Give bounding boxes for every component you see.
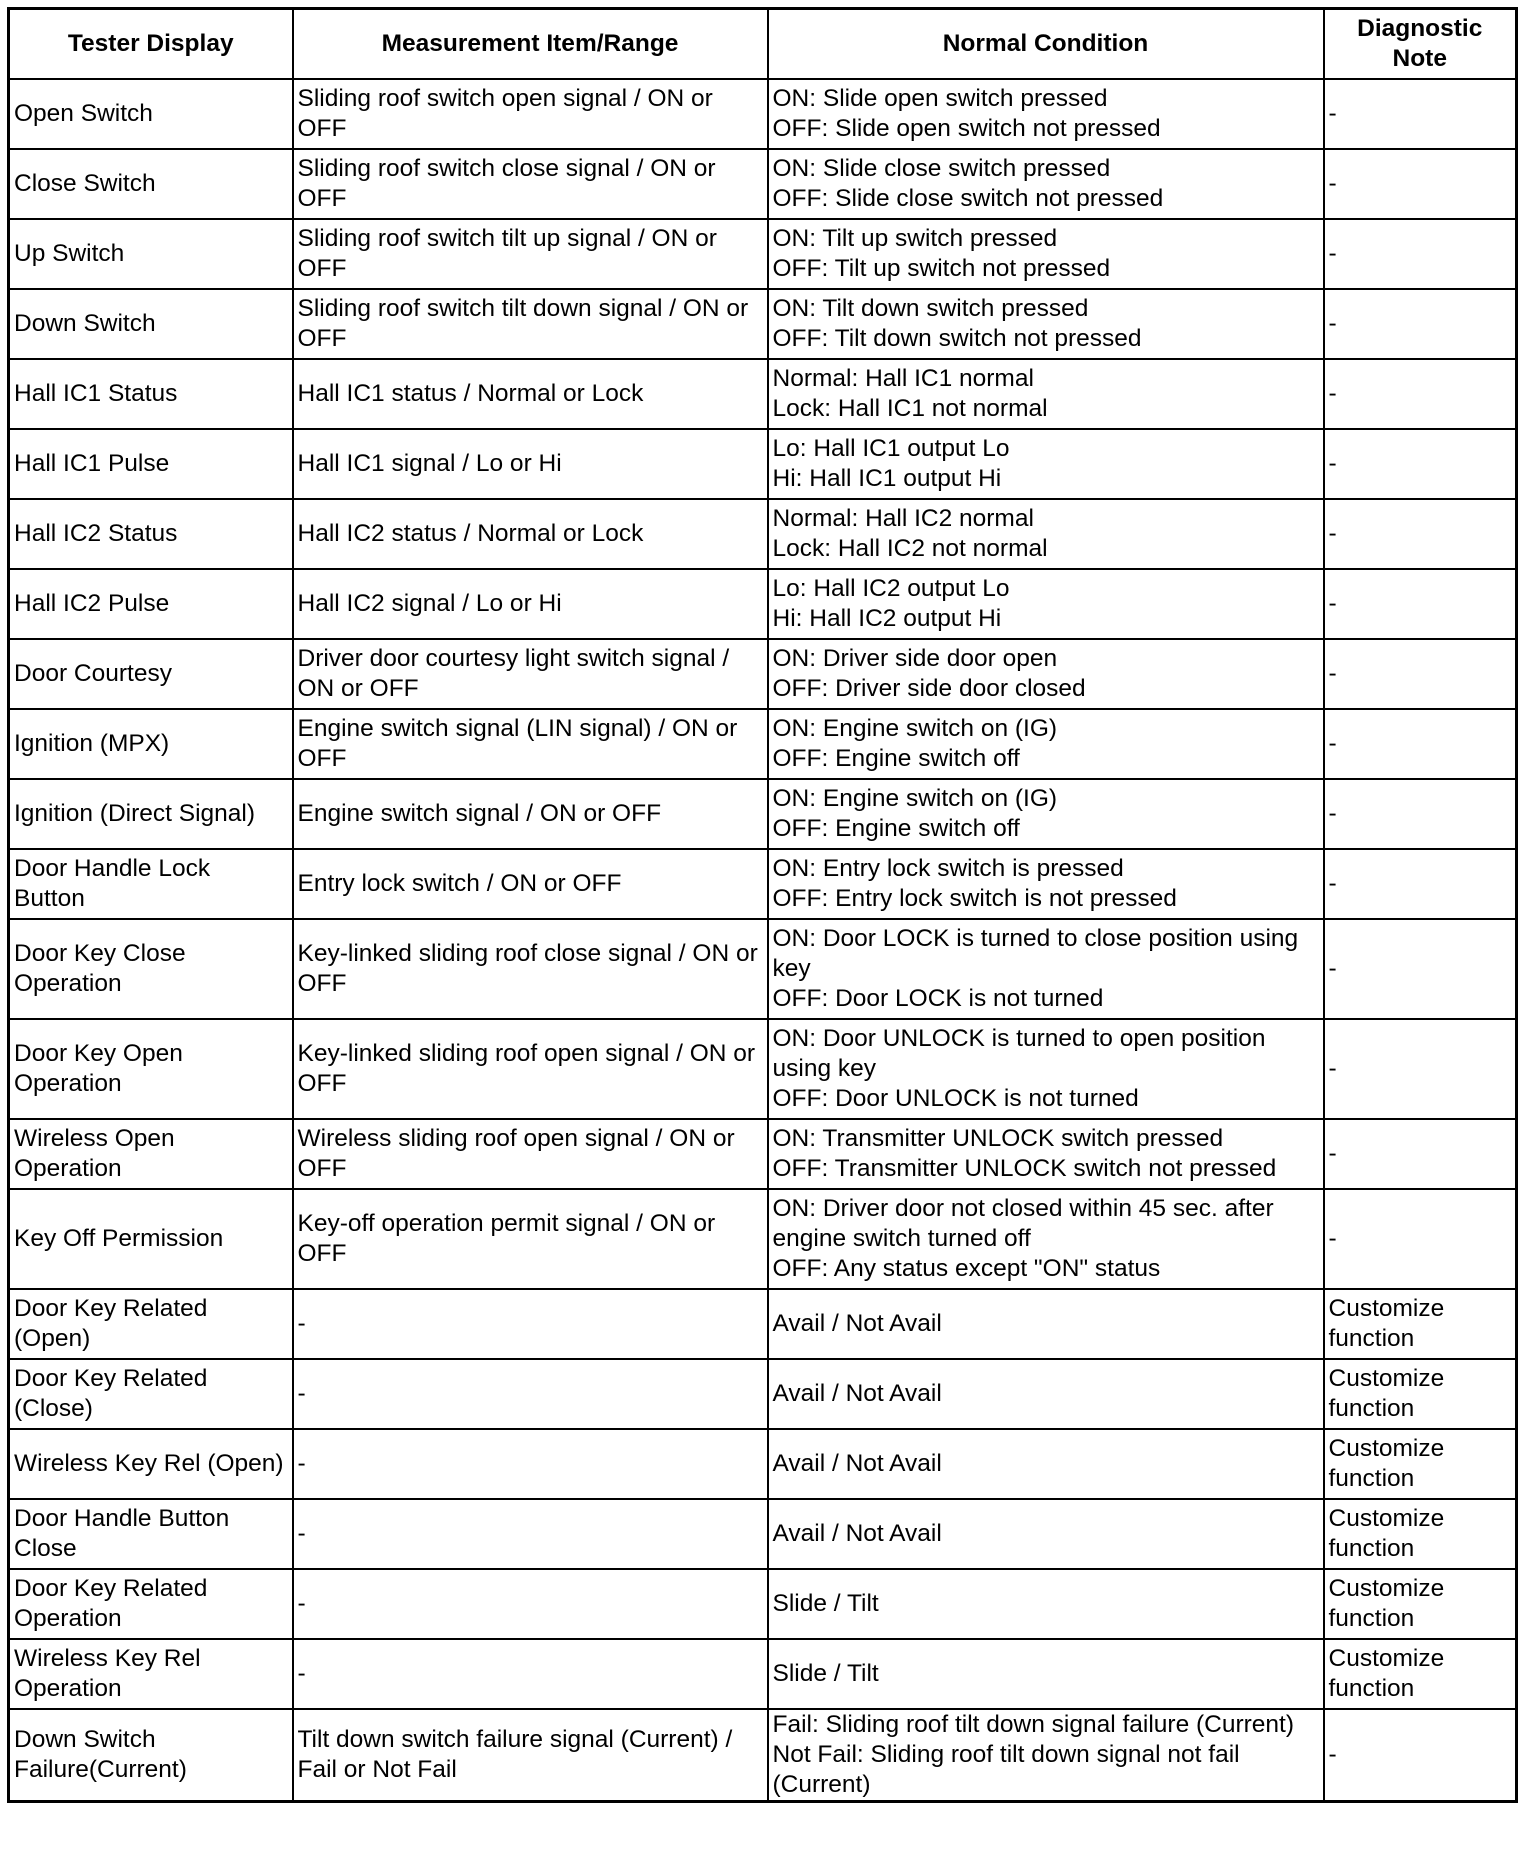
cell-tester-display: Door Handle Button Close bbox=[9, 1499, 293, 1569]
condition-line: Hi: Hall IC1 output Hi bbox=[772, 465, 1002, 492]
cell-normal-condition bbox=[768, 849, 1324, 919]
condition-line: ON: Door UNLOCK is turned to open position using key bbox=[772, 1025, 1266, 1082]
cell-diagnostic-note: Customize function bbox=[1324, 1429, 1517, 1499]
cell-measurement: - bbox=[293, 1359, 768, 1429]
condition-line: Slide / Tilt bbox=[772, 1660, 879, 1687]
cell-diagnostic-note: - bbox=[1324, 429, 1517, 499]
cell-diagnostic-note: Customize function bbox=[1324, 1499, 1517, 1569]
cell-measurement: Hall IC1 signal / Lo or Hi bbox=[293, 429, 768, 499]
cell-measurement: - bbox=[293, 1499, 768, 1569]
cell-diagnostic-note: - bbox=[1324, 779, 1517, 849]
cell-normal-condition bbox=[768, 1569, 1324, 1639]
cell-measurement: Key-linked sliding roof close signal / ON or OFF bbox=[293, 919, 768, 1019]
cell-measurement: Sliding roof switch tilt up signal / ON or OFF bbox=[293, 219, 768, 289]
cell-diagnostic-note: - bbox=[1324, 219, 1517, 289]
table-row bbox=[9, 429, 1517, 499]
table-row bbox=[9, 709, 1517, 779]
condition-line: ON: Door LOCK is turned to close position using key bbox=[772, 925, 1299, 982]
cell-normal-condition bbox=[768, 289, 1324, 359]
condition-line: Lo: Hall IC2 output Lo bbox=[772, 575, 1010, 602]
table-row bbox=[9, 1019, 1517, 1119]
header-measurement: Measurement Item/Range bbox=[293, 9, 768, 80]
cell-tester-display: Close Switch bbox=[9, 149, 293, 219]
condition-line: Hi: Hall IC2 output Hi bbox=[772, 605, 1002, 632]
cell-tester-display: Up Switch bbox=[9, 219, 293, 289]
table-row bbox=[9, 1289, 1517, 1359]
table-row bbox=[9, 1639, 1517, 1709]
cell-measurement: Key-off operation permit signal / ON or OFF bbox=[293, 1189, 768, 1289]
cell-measurement: Sliding roof switch close signal / ON or OFF bbox=[293, 149, 768, 219]
table-row bbox=[9, 1359, 1517, 1429]
cell-tester-display: Door Key Related Operation bbox=[9, 1569, 293, 1639]
cell-diagnostic-note: Customize function bbox=[1324, 1289, 1517, 1359]
header-tester-display: Tester Display bbox=[9, 9, 293, 80]
cell-tester-display: Ignition (Direct Signal) bbox=[9, 779, 293, 849]
cell-normal-condition bbox=[768, 919, 1324, 1019]
cell-tester-display: Door Key Related (Close) bbox=[9, 1359, 293, 1429]
condition-line: ON: Entry lock switch is pressed bbox=[772, 855, 1124, 882]
condition-line: Avail / Not Avail bbox=[772, 1520, 942, 1547]
condition-line: OFF: Tilt down switch not pressed bbox=[772, 325, 1142, 352]
cell-diagnostic-note: - bbox=[1324, 499, 1517, 569]
cell-measurement: - bbox=[293, 1569, 768, 1639]
condition-line: ON: Engine switch on (IG) bbox=[772, 715, 1058, 742]
cell-normal-condition bbox=[768, 709, 1324, 779]
condition-line: Not Fail: Sliding roof tilt down signal not fail (Current) bbox=[772, 1741, 1240, 1798]
cell-normal-condition bbox=[768, 1499, 1324, 1569]
table-row bbox=[9, 1569, 1517, 1639]
cell-normal-condition bbox=[768, 779, 1324, 849]
condition-line: ON: Driver side door open bbox=[772, 645, 1058, 672]
condition-line: Avail / Not Avail bbox=[772, 1450, 942, 1477]
cell-normal-condition bbox=[768, 1639, 1324, 1709]
condition-line: ON: Tilt down switch pressed bbox=[772, 295, 1089, 322]
cell-tester-display: Door Key Related (Open) bbox=[9, 1289, 293, 1359]
condition-line: OFF: Engine switch off bbox=[772, 745, 1020, 772]
cell-measurement: Key-linked sliding roof open signal / ON or OFF bbox=[293, 1019, 768, 1119]
condition-line: Normal: Hall IC1 normal bbox=[772, 365, 1034, 392]
table-row bbox=[9, 919, 1517, 1019]
cell-normal-condition bbox=[768, 219, 1324, 289]
cell-measurement: Driver door courtesy light switch signal / ON or OFF bbox=[293, 639, 768, 709]
table-row bbox=[9, 499, 1517, 569]
table-row bbox=[9, 149, 1517, 219]
cell-normal-condition bbox=[768, 569, 1324, 639]
condition-line: Avail / Not Avail bbox=[772, 1380, 942, 1407]
condition-line: OFF: Slide open switch not pressed bbox=[772, 115, 1161, 142]
condition-line: OFF: Slide close switch not pressed bbox=[772, 185, 1164, 212]
cell-measurement: Sliding roof switch open signal / ON or OFF bbox=[293, 79, 768, 149]
condition-line: ON: Driver door not closed within 45 sec. after engine switch turned off bbox=[772, 1195, 1274, 1252]
cell-tester-display: Door Handle Lock Button bbox=[9, 849, 293, 919]
table-row bbox=[9, 849, 1517, 919]
cell-diagnostic-note: - bbox=[1324, 709, 1517, 779]
table-row bbox=[9, 1499, 1517, 1569]
table-row bbox=[9, 1189, 1517, 1289]
cell-tester-display: Door Key Open Operation bbox=[9, 1019, 293, 1119]
cell-diagnostic-note: - bbox=[1324, 79, 1517, 149]
table-row bbox=[9, 1429, 1517, 1499]
condition-line: Normal: Hall IC2 normal bbox=[772, 505, 1034, 532]
cell-diagnostic-note: Customize function bbox=[1324, 1639, 1517, 1709]
condition-line: OFF: Door LOCK is not turned bbox=[772, 985, 1104, 1012]
cell-diagnostic-note: - bbox=[1324, 289, 1517, 359]
table-row bbox=[9, 289, 1517, 359]
cell-normal-condition bbox=[768, 1119, 1324, 1189]
condition-line: Lo: Hall IC1 output Lo bbox=[772, 435, 1010, 462]
cell-measurement: Sliding roof switch tilt down signal / ON or OFF bbox=[293, 289, 768, 359]
cell-normal-condition bbox=[768, 639, 1324, 709]
table-row bbox=[9, 1709, 1517, 1802]
cell-diagnostic-note: - bbox=[1324, 1709, 1517, 1802]
table-row bbox=[9, 1119, 1517, 1189]
condition-line: Fail: Sliding roof tilt down signal failure (Current) bbox=[772, 1711, 1295, 1738]
cell-diagnostic-note: - bbox=[1324, 1189, 1517, 1289]
table-row bbox=[9, 569, 1517, 639]
cell-diagnostic-note: - bbox=[1324, 849, 1517, 919]
cell-tester-display: Door Courtesy bbox=[9, 639, 293, 709]
condition-line: Slide / Tilt bbox=[772, 1590, 879, 1617]
cell-tester-display: Hall IC2 Status bbox=[9, 499, 293, 569]
cell-normal-condition bbox=[768, 1709, 1324, 1802]
condition-line: OFF: Entry lock switch is not pressed bbox=[772, 885, 1177, 912]
cell-diagnostic-note: - bbox=[1324, 639, 1517, 709]
cell-measurement: - bbox=[293, 1289, 768, 1359]
cell-normal-condition bbox=[768, 149, 1324, 219]
cell-tester-display: Open Switch bbox=[9, 79, 293, 149]
table-row bbox=[9, 639, 1517, 709]
cell-tester-display: Hall IC1 Pulse bbox=[9, 429, 293, 499]
cell-diagnostic-note: - bbox=[1324, 1119, 1517, 1189]
cell-normal-condition bbox=[768, 429, 1324, 499]
cell-normal-condition bbox=[768, 1359, 1324, 1429]
cell-normal-condition bbox=[768, 1189, 1324, 1289]
cell-tester-display: Wireless Key Rel Operation bbox=[9, 1639, 293, 1709]
cell-normal-condition bbox=[768, 359, 1324, 429]
header-row bbox=[9, 9, 1517, 80]
condition-line: OFF: Engine switch off bbox=[772, 815, 1020, 842]
table-body bbox=[9, 79, 1517, 1802]
cell-measurement: Wireless sliding roof open signal / ON or OFF bbox=[293, 1119, 768, 1189]
cell-diagnostic-note: - bbox=[1324, 569, 1517, 639]
cell-normal-condition bbox=[768, 1429, 1324, 1499]
cell-tester-display: Hall IC1 Status bbox=[9, 359, 293, 429]
cell-measurement: Hall IC1 status / Normal or Lock bbox=[293, 359, 768, 429]
table-row bbox=[9, 359, 1517, 429]
condition-line: Avail / Not Avail bbox=[772, 1310, 942, 1337]
condition-line: ON: Engine switch on (IG) bbox=[772, 785, 1058, 812]
cell-measurement: Hall IC2 signal / Lo or Hi bbox=[293, 569, 768, 639]
cell-measurement: Hall IC2 status / Normal or Lock bbox=[293, 499, 768, 569]
condition-line: OFF: Door UNLOCK is not turned bbox=[772, 1085, 1139, 1112]
cell-tester-display: Wireless Open Operation bbox=[9, 1119, 293, 1189]
data-list-table bbox=[7, 7, 1518, 1803]
condition-line: OFF: Transmitter UNLOCK switch not pressed bbox=[772, 1155, 1277, 1182]
condition-line: ON: Tilt up switch pressed bbox=[772, 225, 1058, 252]
condition-line: Lock: Hall IC2 not normal bbox=[772, 535, 1048, 562]
condition-line: Lock: Hall IC1 not normal bbox=[772, 395, 1048, 422]
cell-measurement: Entry lock switch / ON or OFF bbox=[293, 849, 768, 919]
header-normal-condition: Normal Condition bbox=[768, 9, 1324, 80]
cell-tester-display: Down Switch bbox=[9, 289, 293, 359]
condition-line: ON: Slide close switch pressed bbox=[772, 155, 1111, 182]
cell-measurement: - bbox=[293, 1429, 768, 1499]
cell-tester-display: Down Switch Failure(Current) bbox=[9, 1709, 293, 1802]
cell-tester-display: Wireless Key Rel (Open) bbox=[9, 1429, 293, 1499]
cell-normal-condition bbox=[768, 1019, 1324, 1119]
condition-line: OFF: Tilt up switch not pressed bbox=[772, 255, 1111, 282]
condition-line: OFF: Any status except "ON" status bbox=[772, 1255, 1161, 1282]
cell-normal-condition bbox=[768, 79, 1324, 149]
table-row bbox=[9, 219, 1517, 289]
cell-measurement: Engine switch signal / ON or OFF bbox=[293, 779, 768, 849]
cell-tester-display: Key Off Permission bbox=[9, 1189, 293, 1289]
cell-tester-display: Door Key Close Operation bbox=[9, 919, 293, 1019]
cell-normal-condition bbox=[768, 499, 1324, 569]
cell-diagnostic-note: Customize function bbox=[1324, 1569, 1517, 1639]
header-diagnostic-note: Diagnostic Note bbox=[1324, 9, 1517, 80]
cell-measurement: - bbox=[293, 1639, 768, 1709]
cell-tester-display: Hall IC2 Pulse bbox=[9, 569, 293, 639]
cell-diagnostic-note: - bbox=[1324, 1019, 1517, 1119]
cell-diagnostic-note: - bbox=[1324, 359, 1517, 429]
cell-normal-condition bbox=[768, 1289, 1324, 1359]
cell-diagnostic-note: Customize function bbox=[1324, 1359, 1517, 1429]
condition-line: ON: Slide open switch pressed bbox=[772, 85, 1108, 112]
table-row bbox=[9, 779, 1517, 849]
cell-diagnostic-note: - bbox=[1324, 919, 1517, 1019]
condition-line: ON: Transmitter UNLOCK switch pressed bbox=[772, 1125, 1224, 1152]
cell-measurement: Engine switch signal (LIN signal) / ON or OFF bbox=[293, 709, 768, 779]
cell-tester-display: Ignition (MPX) bbox=[9, 709, 293, 779]
table-row bbox=[9, 79, 1517, 149]
cell-measurement: Tilt down switch failure signal (Current) / Fail or Not Fail bbox=[293, 1709, 768, 1802]
condition-line: OFF: Driver side door closed bbox=[772, 675, 1086, 702]
cell-diagnostic-note: - bbox=[1324, 149, 1517, 219]
